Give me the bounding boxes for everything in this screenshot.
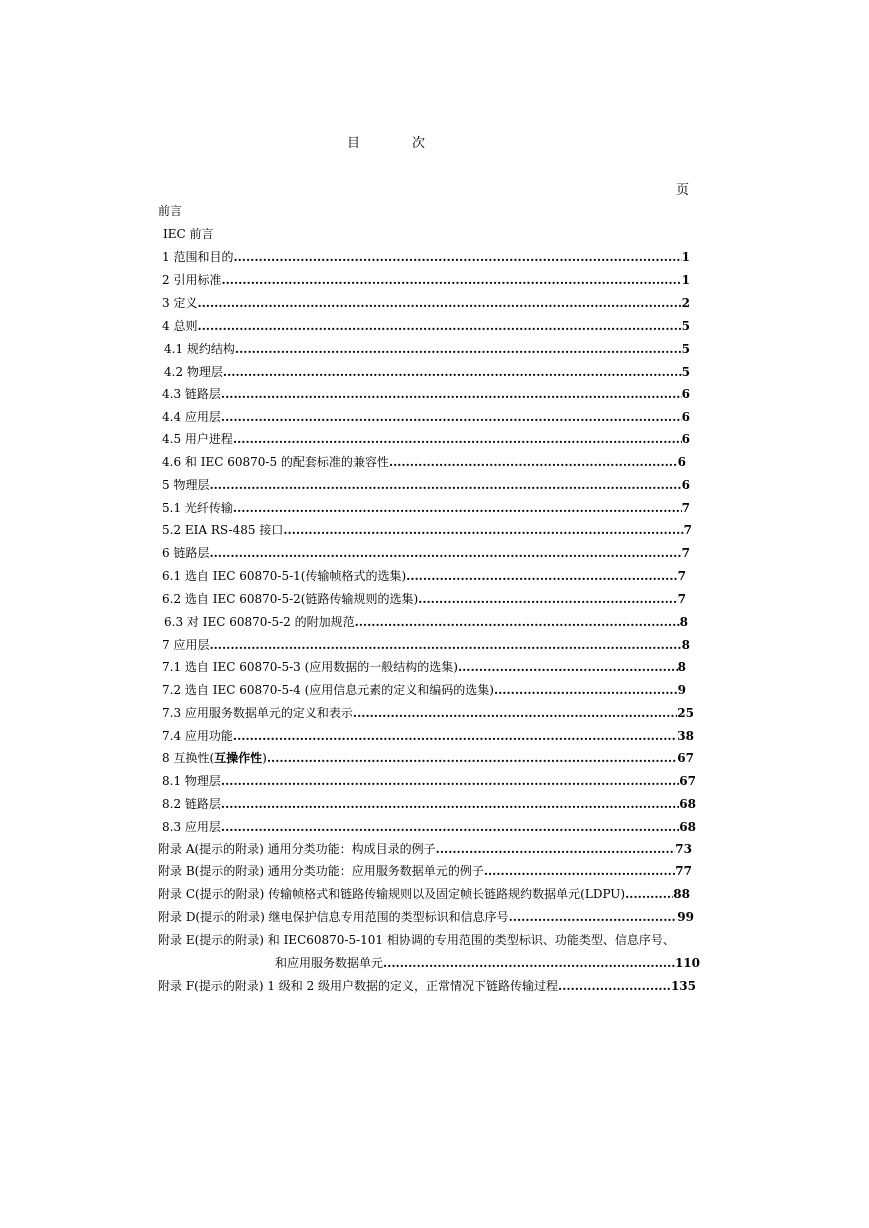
toc-entry[interactable] (158, 909, 694, 925)
toc-entry-leader (221, 409, 682, 425)
toc-entry-label: 4.4 应用层 (162, 410, 221, 424)
toc-entry[interactable] (162, 318, 690, 334)
toc-entry[interactable] (162, 659, 686, 675)
toc-entry-label: 7.2 选自 IEC 60870-5-4 (应用信息元素的定义和编码的选集) (162, 683, 494, 697)
toc-entry-label: 8 互换性(互操作性) (162, 751, 267, 765)
toc-entry-leader (235, 341, 682, 357)
toc-entry[interactable] (158, 978, 696, 994)
toc-entry-label: 附录 C(提示的附录) 传输帧格式和链路传输规则以及固定帧长链路规约数据单元(LDPU) (158, 887, 626, 901)
toc-entry-page: 7 (681, 546, 690, 560)
toc-title-left: 目 (347, 136, 361, 151)
toc-entry[interactable] (162, 500, 690, 516)
toc-entry-page: 6 (681, 432, 690, 446)
toc-entry[interactable] (162, 591, 686, 607)
toc-entry-label: 附录 F(提示的附录) 1 级和 2 级用户数据的定义，正常情况下链路传输过程 (158, 979, 559, 993)
toc-entry-label: 4.5 用户进程 (162, 432, 233, 446)
toc-entry-leader (233, 728, 677, 744)
toc-entry[interactable] (162, 409, 690, 425)
toc-entry-page: 6 (681, 410, 690, 424)
toc-entry[interactable] (162, 796, 696, 812)
toc-entry[interactable] (162, 545, 690, 561)
toc-entry-page: 99 (677, 910, 694, 924)
toc-entry[interactable] (162, 637, 690, 653)
toc-entry-label: 4.3 链路层 (162, 387, 221, 401)
toc-entry-page: 38 (677, 729, 694, 743)
toc-entry-leader (355, 614, 680, 630)
toc-entry-label: 6.2 选自 IEC 60870-5-2(链路传输规则的选集) (162, 592, 419, 606)
toc-entry[interactable] (162, 682, 686, 698)
toc-entry-leader (383, 955, 675, 971)
toc-entry[interactable] (162, 750, 694, 766)
toc-entry-page: 9 (677, 683, 686, 697)
toc-entry-page: 135 (670, 979, 696, 993)
toc-entry[interactable] (162, 728, 694, 744)
toc-entry-leader (221, 819, 679, 835)
toc-entry-leader (221, 773, 679, 789)
toc-entry-page: 67 (677, 751, 694, 765)
toc-entry-label: 和应用服务数据单元 (275, 956, 384, 970)
toc-entry-page: 8 (679, 615, 688, 629)
toc-entry-page: 7 (677, 569, 686, 583)
toc-title (347, 132, 425, 151)
toc-entry-page: 2 (681, 296, 690, 310)
toc-entry-leader (221, 386, 682, 402)
toc-entry-label: 1 范围和目的 (162, 250, 234, 264)
front-preface: 前言 (158, 204, 183, 218)
toc-entry-label: 2 引用标准 (162, 273, 222, 287)
toc-entry-page: 1 (681, 273, 690, 287)
toc-entry-page: 6 (677, 455, 686, 469)
toc-entry-label: 7.4 应用功能 (162, 729, 233, 743)
toc-entry-label: 5.1 光纤传输 (162, 501, 233, 515)
toc-entry-page: 68 (679, 797, 696, 811)
toc-entry-label: 附录 D(提示的附录) 继电保护信息专用范围的类型标识和信息序号 (158, 910, 509, 924)
toc-entry[interactable] (162, 568, 686, 584)
toc-entry-label: 3 定义 (162, 296, 198, 310)
toc-entry-label: 5.2 EIA RS-485 接口 (162, 523, 284, 537)
toc-entry-leader (197, 295, 681, 311)
toc-entry-page: 5 (681, 319, 690, 333)
toc-entry-leader (209, 545, 681, 561)
toc-entry-page: 73 (675, 842, 692, 856)
toc-entry-page: 5 (681, 365, 690, 379)
toc-entry-label: 8.1 物理层 (162, 774, 221, 788)
toc-entry[interactable] (162, 705, 694, 721)
toc-entry-label: 7 应用层 (162, 638, 210, 652)
toc-entry[interactable] (158, 863, 692, 879)
toc-entry-page: 8 (681, 638, 690, 652)
toc-entry[interactable] (164, 341, 690, 357)
toc-entry[interactable] (164, 364, 690, 380)
page-column-header: 页 (676, 183, 690, 198)
toc-entry[interactable] (162, 272, 690, 288)
toc-entry-label: 6.3 对 IEC 60870-5-2 的附加规范 (164, 615, 355, 629)
toc-entry-leader (458, 659, 678, 675)
toc-entry-label: 4 总则 (162, 319, 198, 333)
toc-entry[interactable] (162, 477, 690, 493)
toc-entry-leader (418, 591, 678, 607)
toc-entry-label: 附录 A(提示的附录) 通用分类功能：构成目录的例子 (158, 842, 436, 856)
toc-entry-leader (223, 364, 682, 380)
toc-entry-leader (558, 978, 671, 994)
toc-entry-leader (509, 909, 678, 925)
toc-entry-leader (353, 705, 677, 721)
toc-entry[interactable] (162, 431, 690, 447)
toc-entry[interactable] (162, 819, 696, 835)
toc-entry-leader (625, 886, 673, 902)
toc-entry-label: 7.3 应用服务数据单元的定义和表示 (162, 706, 353, 720)
toc-entry-page: 6 (681, 478, 690, 492)
toc-entry-leader (209, 637, 681, 653)
toc-entry-page: 25 (677, 706, 694, 720)
toc-entry-label: 5 物理层 (162, 478, 210, 492)
toc-entry-leader (484, 863, 675, 879)
toc-entry-leader (209, 477, 681, 493)
toc-entry-label: 8.3 应用层 (162, 820, 221, 834)
toc-entry[interactable] (162, 522, 692, 538)
toc-entry-page: 6 (681, 387, 690, 401)
toc-entry-leader (494, 682, 678, 698)
toc-entry-page: 7 (677, 592, 686, 606)
toc-entry[interactable] (164, 614, 688, 630)
toc-entry-leader (267, 750, 677, 766)
toc-title-right: 次 (412, 136, 426, 151)
toc-entry-label: 6 链路层 (162, 546, 210, 560)
toc-entry-label: 4.1 规约结构 (164, 342, 235, 356)
toc-entry-page: 68 (679, 820, 696, 834)
toc-entry[interactable] (158, 886, 690, 902)
toc-entry-label: 4.6 和 IEC 60870-5 的配套标准的兼容性 (162, 455, 389, 469)
toc-entry-page: 7 (681, 501, 690, 515)
toc-entry-leader (197, 318, 681, 334)
toc-entry-leader (221, 796, 679, 812)
toc-entry-label: 附录 E(提示的附录) 和 IEC60870-5-101 相协调的专用范围的类型标识、功能类型、信息序号、 (158, 933, 675, 947)
toc-entry-label: 8.2 链路层 (162, 797, 221, 811)
toc-entry-page: 77 (675, 864, 692, 878)
toc-entry-label: 4.2 物理层 (164, 365, 223, 379)
toc-entry-leader (233, 500, 682, 516)
toc-entry-leader (233, 431, 682, 447)
toc-entry-page: 8 (677, 660, 686, 674)
toc-entry[interactable] (162, 386, 690, 402)
toc-entry-leader (233, 249, 681, 265)
toc-entry-page: 5 (681, 342, 690, 356)
toc-entry-leader (389, 454, 678, 470)
toc-entry-label: 附录 B(提示的附录) 通用分类功能：应用服务数据单元的例子 (158, 864, 484, 878)
front-iec-preface: IEC 前言 (163, 227, 214, 241)
toc-entry-page: 7 (683, 523, 692, 537)
toc-entry-page: 67 (679, 774, 696, 788)
toc-entry-page: 88 (673, 887, 690, 901)
toc-entry-leader (221, 272, 681, 288)
toc-entry-page: 1 (681, 250, 690, 264)
toc-entry[interactable] (162, 773, 696, 789)
toc-entry-leader (406, 568, 678, 584)
toc-entry-leader (283, 522, 683, 538)
toc-entry[interactable] (162, 295, 690, 311)
toc-entry-label: 7.1 选自 IEC 60870-5-3 (应用数据的一般结构的选集) (162, 660, 458, 674)
toc-entry[interactable] (158, 932, 675, 948)
toc-entry-label: 6.1 选自 IEC 60870-5-1(传输帧格式的选集) (162, 569, 407, 583)
toc-entry[interactable] (158, 841, 692, 857)
toc-entry-page: 110 (674, 956, 700, 970)
toc-entry-leader (436, 841, 676, 857)
toc-entry[interactable] (275, 955, 700, 971)
toc-entry[interactable] (162, 454, 686, 470)
toc-entry[interactable] (162, 249, 690, 265)
